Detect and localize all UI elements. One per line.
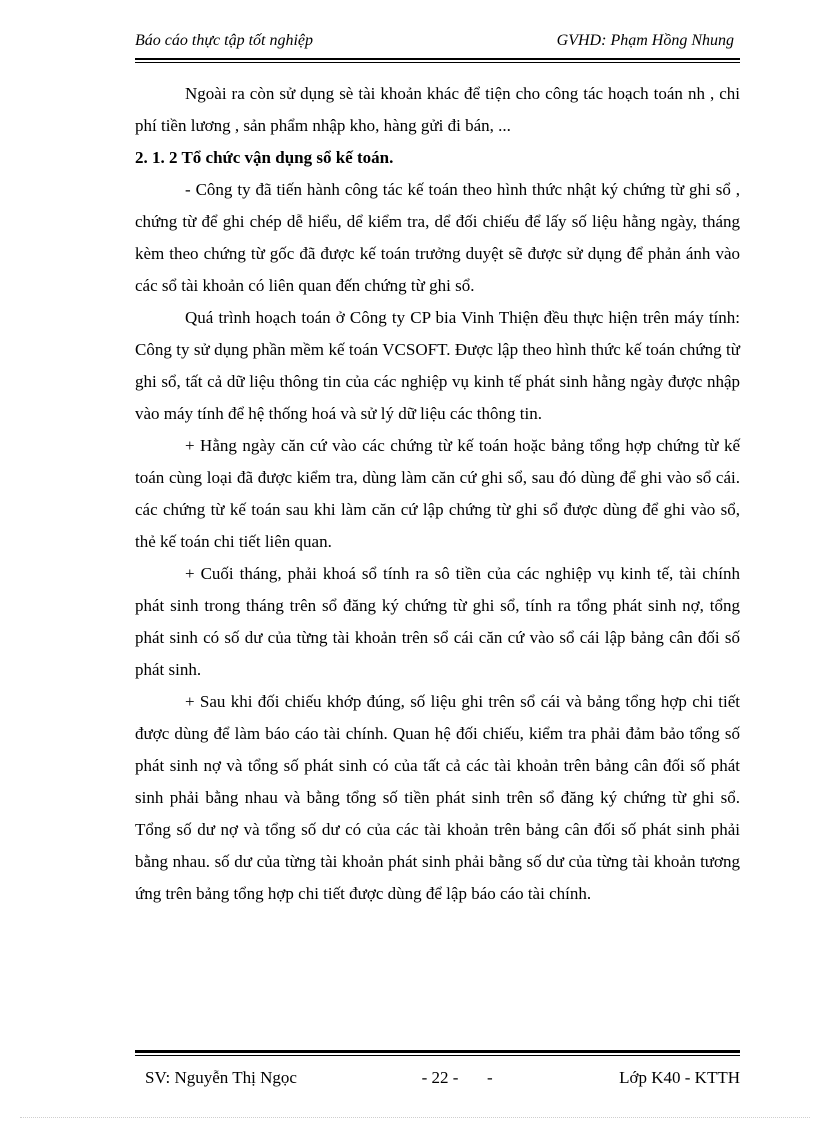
footer-rule-thick [135,1050,740,1053]
student-name: SV: Nguyễn Thị Ngọc [145,1068,297,1087]
paragraph-reconciliation: + Sau khi đối chiếu khớp đúng, số liệu ghi trên sổ cái và bảng tổng hợp chi tiết được dùng để làm báo cáo tài chính. Quan hệ đối chiếu, kiểm tra phải đảm bảo tổng số phát sinh nợ và tổng số phát sinh có của tất cả các tài khoản trên bảng cân đối số phát sinh phải bằng nhau và bằng tổng số tiền phát sinh trên sổ đăng ký chứng từ ghi sổ. Tổng số dư nợ và tổng số dư có của các tài khoản trên bảng cân đối số phát sinh phải bằng nhau. số dư của từng tài khoản phát sinh phải bằng số dư của từng tài khoản tương ứng trên bảng tổng hợp chi tiết được dùng để lập báo cáo tài chính. [135,692,740,903]
section-heading: 2. 1. 2 Tổ chức vận dụng sổ kế toán. [135,148,394,167]
paragraph-month-end: + Cuối tháng, phải khoá sổ tính ra sô tiền của các nghiệp vụ kinh tế, tài chính phát sinh trong tháng trên sổ đăng ký chứng từ ghi sổ, tính ra tổng phát sinh nợ, tổng phát sinh có số dư của từng tài khoản trên sổ cái căn cứ vào sổ cái lập bảng cân đối số phát sinh. [135,564,740,679]
report-title: Báo cáo thực tập tốt nghiệp [135,32,314,49]
paragraph-journal-form: - Công ty đã tiến hành công tác kế toán theo hình thức nhật ký chứng từ ghi sổ , chứng từ để ghi chép dễ hiểu, dể kiểm tra, dể đối chiếu để lấy số liệu hằng ngày, tháng kèm theo chứng từ gốc đã được kế toán trưởng duyệt sẽ được sử dụng để phản ánh vào các sổ tài khoản có liên quan đến chứng từ ghi sổ. [135,180,740,295]
page-bottom-dotted-line [20,1117,810,1118]
class-name: Lớp K40 - KTTH [619,1068,740,1087]
supervisor-name: GVHD: Phạm Hồng Nhung [556,32,734,49]
paragraph-other-accounts: Ngoài ra còn sử dụng sè tài khoản khác để tiện cho công tác hoạch toán nh , chi phí tiền lương , sản phẩm nhập kho, hàng gửi đi bán, ... [135,84,740,135]
header-rule-thin [135,62,740,63]
page-body [135,78,740,910]
header-rule-thick [135,58,740,60]
footer-rule-thin [135,1055,740,1056]
footer-separator: - [487,1068,493,1087]
paragraph-daily-recording: + Hằng ngày căn cứ vào các chứng từ kế toán hoặc bảng tổng hợp chứng từ kế toán cùng loại đã được kiểm tra, dùng làm căn cứ ghi sổ, sau đó dùng để ghi vào sổ cái. các chứng từ kế toán sau khi làm căn cứ lập chứng từ ghi sổ được dùng để ghi vào sổ, thẻ kế toán chi tiết liên quan. [135,436,740,551]
page-footer [135,1068,740,1096]
paragraph-accounting-process: Quá trình hoạch toán ở Công ty CP bia Vinh Thiện đều thực hiện trên máy tính: Công ty sử dụng phần mềm kế toán VCSOFT. Được lập theo hình thức kế toán chứng từ ghi sổ, tất cả dữ liệu thông tin của các nghiệp vụ kinh tế phát sinh hằng ngày được nhập vào máy tính để hệ thống hoá và sử lý dữ liệu các thông tin. [135,308,740,423]
page-number: - 22 - [421,1068,459,1087]
page-header [135,30,740,54]
